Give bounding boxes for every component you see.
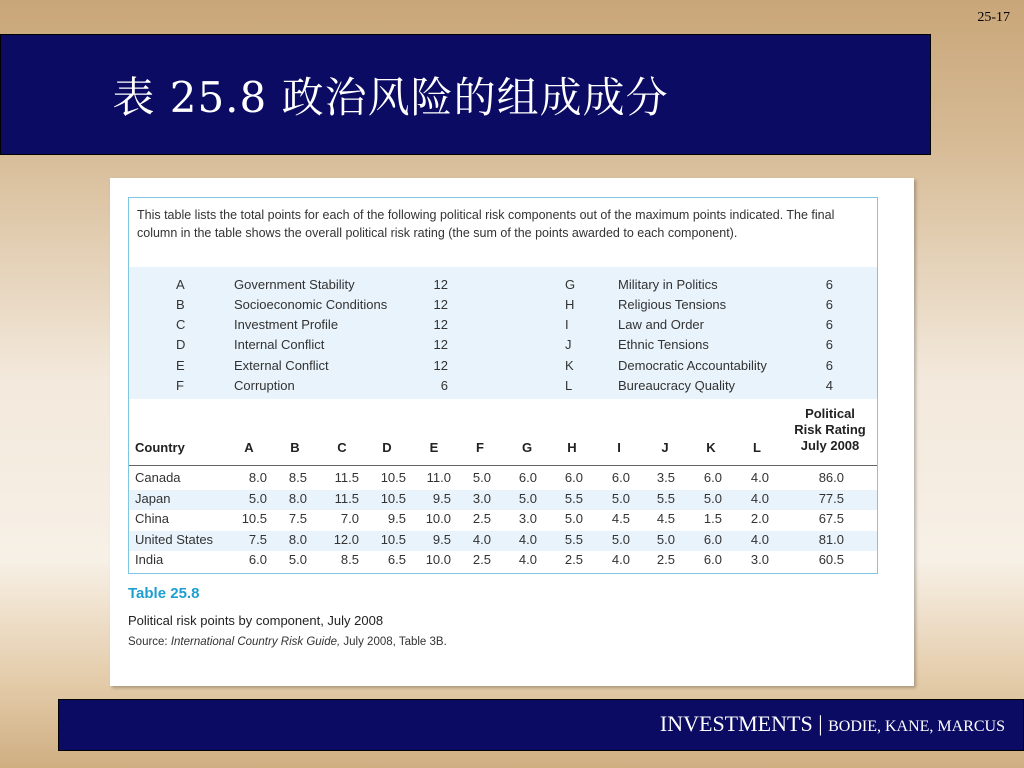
score-cell: 6.0	[248, 552, 267, 567]
header-rating-line3: July 2008	[800, 438, 860, 453]
score-cell: 5.0	[564, 511, 583, 526]
score-cell: 6.0	[518, 470, 537, 485]
score-cell: 2.5	[472, 511, 491, 526]
header-component-h: H	[567, 440, 577, 455]
component-row	[129, 277, 877, 297]
component-name: Corruption	[234, 378, 295, 393]
score-cell: 10.5	[380, 490, 406, 506]
header-component-a: A	[244, 440, 254, 455]
component-name: Military in Politics	[618, 277, 718, 292]
component-row	[129, 378, 877, 398]
component-name: Ethnic Tensions	[618, 337, 709, 352]
score-cell: 9.5	[432, 490, 451, 506]
rating-cell: 67.5	[818, 511, 844, 526]
score-cell: 8.5	[340, 552, 359, 567]
source-suffix: July 2008, Table 3B.	[340, 636, 447, 648]
score-cell: 4.0	[750, 470, 769, 485]
score-cell: 11.0	[426, 470, 451, 485]
score-cell: 2.5	[564, 552, 583, 567]
score-cell: 4.5	[656, 511, 675, 526]
component-name: Religious Tensions	[618, 297, 727, 312]
score-cell: 4.0	[750, 490, 769, 506]
component-max-points: 6	[825, 297, 833, 312]
table-image-panel	[110, 178, 914, 686]
score-cell: 5.5	[564, 531, 583, 547]
score-cell: 2.5	[472, 552, 491, 567]
component-letter: E	[176, 358, 185, 373]
header-component-l: L	[753, 440, 761, 455]
component-letter: J	[565, 337, 572, 352]
component-letter: A	[176, 277, 185, 292]
score-cell: 4.0	[611, 552, 630, 567]
score-cell: 8.0	[288, 490, 307, 506]
header-component-b: B	[290, 440, 300, 455]
score-cell: 10.5	[380, 470, 406, 485]
score-cell: 11.5	[334, 470, 359, 485]
score-cell: 5.0	[248, 490, 267, 506]
score-cell: 5.0	[656, 531, 675, 547]
header-component-i: I	[617, 440, 621, 455]
score-cell: 4.0	[518, 531, 537, 547]
score-cell: 6.0	[703, 552, 722, 567]
source-prefix: Source:	[128, 636, 171, 648]
score-cell: 10.5	[241, 511, 267, 526]
table-row	[129, 531, 877, 551]
footer-separator: |	[812, 711, 829, 736]
component-name: Investment Profile	[234, 317, 339, 332]
component-name: Government Stability	[234, 277, 355, 292]
score-cell: 8.0	[248, 470, 267, 485]
rating-cell: 81.0	[818, 531, 844, 547]
component-letter: B	[176, 297, 185, 312]
intro-text: This table lists the total points for each of the following political risk components out of the maximum points indicated. The final column in the table shows the overall political risk rating (the sum of the points awarded to each component).	[137, 208, 835, 240]
footer-authors: BODIE, KANE, MARCUS	[828, 718, 1005, 735]
header-component-d: D	[382, 440, 392, 455]
component-letter: H	[565, 297, 575, 312]
header-component-k: K	[706, 440, 716, 455]
component-max-points: 12	[433, 358, 448, 373]
country-cell: Canada	[135, 470, 181, 485]
component-letter: C	[176, 317, 186, 332]
header-rating-line2: Risk Rating	[794, 422, 866, 437]
score-cell: 2.0	[750, 511, 769, 526]
component-max-points: 6	[825, 358, 833, 373]
component-row	[129, 358, 877, 378]
header-rating-line1: Political	[805, 406, 855, 421]
score-cell: 2.5	[656, 552, 675, 567]
header-rating	[783, 406, 877, 454]
table-row	[129, 469, 877, 489]
score-cell: 10.0	[425, 552, 451, 567]
score-cell: 6.5	[387, 552, 406, 567]
score-cell: 5.5	[564, 490, 583, 506]
rating-cell: 77.5	[818, 490, 844, 506]
score-cell: 8.5	[288, 470, 307, 485]
score-cell: 5.0	[472, 470, 491, 485]
score-cell: 3.0	[472, 490, 491, 506]
component-max-points: 6	[825, 337, 833, 352]
footer-brand: INVESTMENTS	[659, 711, 813, 736]
component-name: Democratic Accountability	[618, 358, 767, 373]
score-cell: 4.0	[518, 552, 537, 567]
score-cell: 7.5	[248, 531, 267, 547]
component-max-points: 4	[825, 378, 833, 393]
header-component-j: J	[661, 440, 669, 455]
score-cell: 7.5	[288, 511, 307, 526]
component-max-points: 12	[433, 317, 448, 332]
component-letter: I	[565, 317, 569, 332]
score-cell: 4.5	[611, 511, 630, 526]
score-cell: 6.0	[703, 470, 722, 485]
header-divider	[129, 465, 877, 466]
country-cell: United States	[135, 531, 214, 547]
component-letter: G	[565, 277, 576, 292]
score-cell: 5.0	[611, 531, 630, 547]
score-cell: 3.0	[750, 552, 769, 567]
component-max-points: 12	[433, 337, 448, 352]
component-max-points: 12	[433, 277, 448, 292]
score-cell: 9.5	[432, 531, 451, 547]
component-letter: D	[176, 337, 186, 352]
component-name: Internal Conflict	[234, 337, 325, 352]
score-cell: 3.0	[518, 511, 537, 526]
score-cell: 7.0	[340, 511, 359, 526]
source-title: International Country Risk Guide,	[170, 636, 341, 648]
component-max-points: 6	[825, 277, 833, 292]
table-frame	[128, 197, 878, 574]
score-cell: 5.0	[518, 490, 537, 506]
component-letter: F	[176, 378, 184, 393]
table-source	[128, 636, 447, 648]
component-max-points: 6	[825, 317, 833, 332]
title-bar	[0, 34, 931, 155]
table-description: Political risk points by component, July 2008	[128, 613, 384, 628]
component-max-points: 12	[433, 297, 448, 312]
score-cell: 5.5	[656, 490, 675, 506]
score-cell: 10.0	[425, 511, 451, 526]
component-row	[129, 317, 877, 337]
component-row	[129, 337, 877, 357]
footer-text	[660, 711, 1005, 737]
score-cell: 9.5	[387, 511, 406, 526]
country-cell: Japan	[135, 490, 171, 506]
score-cell: 6.0	[703, 531, 722, 547]
score-cell: 5.0	[611, 490, 630, 506]
score-cell: 1.5	[703, 511, 722, 526]
footer-bar	[58, 699, 1024, 751]
header-component-g: G	[521, 440, 533, 455]
country-cell: India	[135, 552, 164, 567]
header-country: Country	[135, 440, 185, 455]
component-name: Socioeconomic Conditions	[234, 297, 388, 312]
component-name: External Conflict	[234, 358, 329, 373]
score-cell: 4.0	[750, 531, 769, 547]
component-max-points: 6	[440, 378, 448, 393]
component-name: Bureaucracy Quality	[618, 378, 736, 393]
table-row	[129, 551, 877, 571]
slide-title: 表 25.8 政治风险的组成成分	[112, 72, 669, 122]
score-cell: 3.5	[656, 470, 675, 485]
component-name: Law and Order	[618, 317, 704, 332]
score-cell: 12.0	[333, 531, 359, 547]
component-letter: L	[565, 378, 573, 393]
score-cell: 6.0	[564, 470, 583, 485]
score-cell: 5.0	[703, 490, 722, 506]
rating-cell: 86.0	[818, 470, 844, 485]
table-row	[129, 490, 877, 510]
score-cell: 6.0	[611, 470, 630, 485]
table-label: Table 25.8	[128, 585, 200, 602]
component-letter: K	[565, 358, 574, 373]
header-component-e: E	[429, 440, 439, 455]
rating-cell: 60.5	[818, 552, 844, 567]
slide-number: 25-17	[977, 10, 1010, 25]
table-row	[129, 510, 877, 530]
score-cell: 5.0	[288, 552, 307, 567]
score-cell: 4.0	[472, 531, 491, 547]
score-cell: 8.0	[288, 531, 307, 547]
score-cell: 11.5	[334, 490, 359, 506]
component-row	[129, 297, 877, 317]
header-component-c: C	[337, 440, 347, 455]
header-component-f: F	[476, 440, 484, 455]
country-cell: China	[135, 511, 169, 526]
score-cell: 10.5	[380, 531, 406, 547]
